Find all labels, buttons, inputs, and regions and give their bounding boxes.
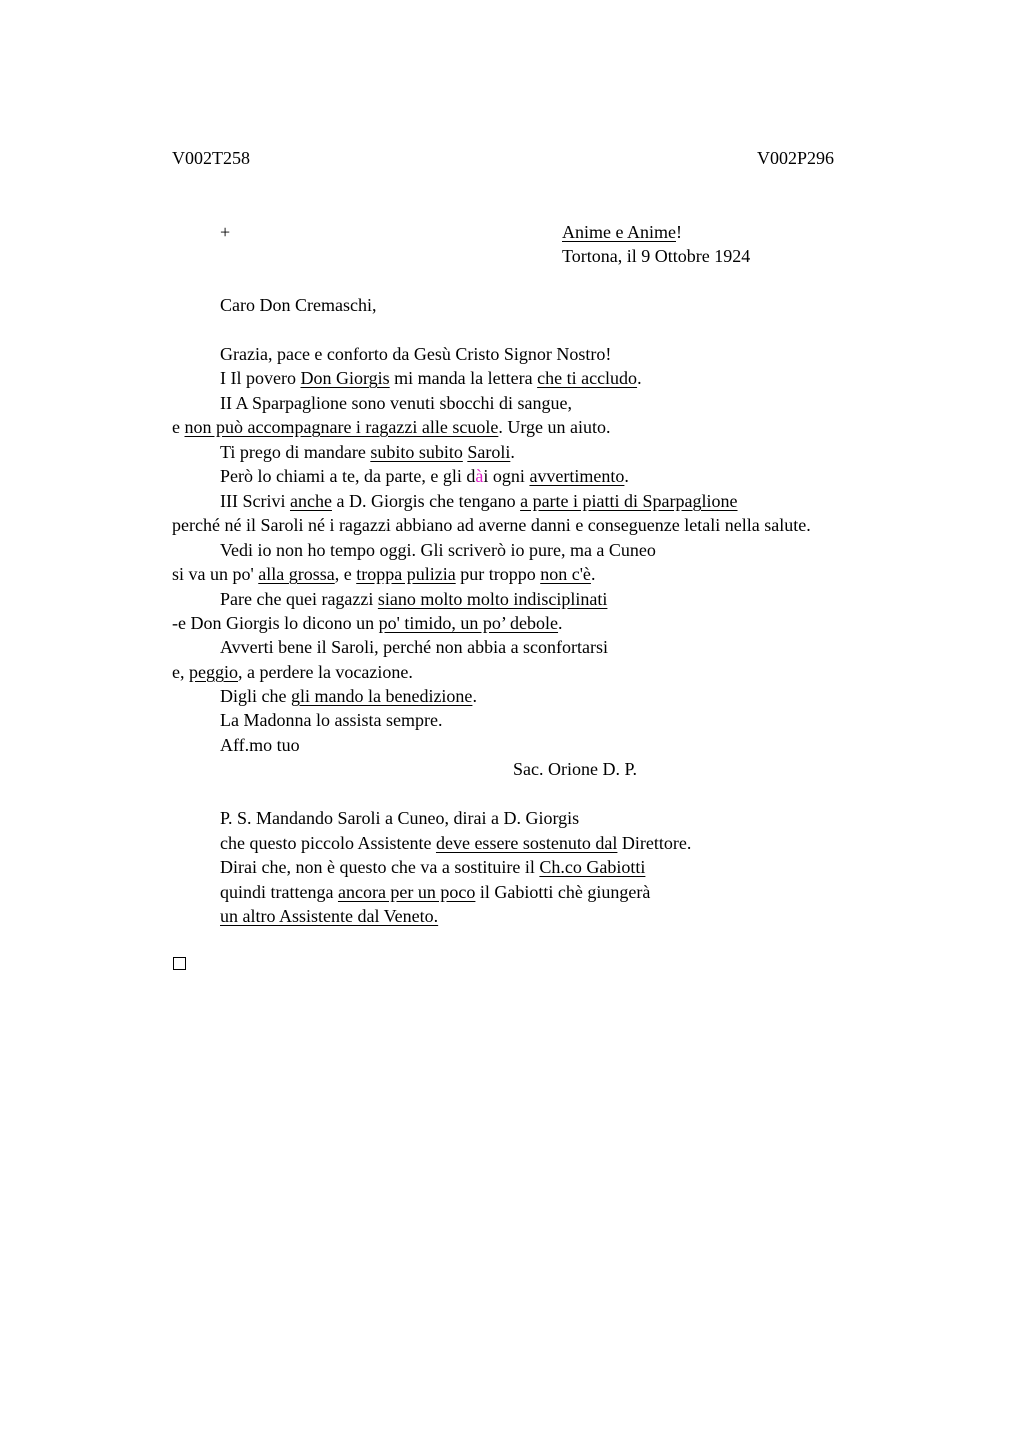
- body-line-13: Avverti bene il Saroli, perché non abbia a sconfortarsi: [220, 637, 609, 657]
- closing: Aff.mo tuo: [220, 735, 300, 755]
- doc-code-right: V002P296: [757, 148, 835, 168]
- signature: Sac. Orione D. P.: [513, 759, 637, 779]
- end-square-icon: [173, 957, 186, 970]
- doc-code-left: V002T258: [172, 148, 250, 168]
- body-line-11: Pare che quei ragazzi siano molto molto indisciplinati: [220, 589, 608, 609]
- body-line-16: La Madonna lo assista sempre.: [220, 710, 443, 730]
- body-line-9: Vedi io non ho tempo oggi. Gli scriverò io pure, ma a Cuneo: [220, 540, 656, 560]
- body-line-12: -e Don Giorgis lo dicono un po' timido, un po’ debole.: [172, 613, 563, 633]
- postscript-line-1: P. S. Mandando Saroli a Cuneo, dirai a D. Giorgis: [220, 808, 580, 828]
- body-line-14: e, peggio, a perdere la vocazione.: [172, 662, 413, 682]
- postscript-line-3: Dirai che, non è questo che va a sostituire il Ch.co Gabiotti: [220, 857, 646, 877]
- body-line-4: e non può accompagnare i ragazzi alle scuole. Urge un aiuto.: [172, 417, 611, 437]
- body-line-2: I Il povero Don Giorgis mi manda la lettera che ti accludo.: [220, 368, 642, 388]
- body-line-5: Ti prego di mandare subito subito Saroli.: [220, 442, 515, 462]
- body-line-8: perché né il Saroli né i ragazzi abbiano ad averne danni e conseguenze letali nella salute.: [172, 515, 811, 535]
- place-date: Tortona, il 9 Ottobre 1924: [562, 246, 751, 266]
- body-line-7: III Scrivi anche a D. Giorgis che tengano a parte i piatti di Sparpaglione: [220, 491, 738, 511]
- postscript-line-2: che questo piccolo Assistente deve essere sostenuto dal Direttore.: [220, 833, 692, 853]
- postscript-line-5: un altro Assistente dal Veneto.: [220, 906, 439, 926]
- postscript-line-4: quindi trattenga ancora per un poco il Gabiotti chè giungerà: [220, 882, 651, 902]
- body-line-1: Grazia, pace e conforto da Gesù Cristo Signor Nostro!: [220, 344, 612, 364]
- salutation: Caro Don Cremaschi,: [220, 295, 377, 315]
- motto: Anime e Anime!: [562, 222, 682, 242]
- body-line-6: Però lo chiami a te, da parte, e gli dài ogni avvertimento.: [220, 466, 629, 486]
- cross-mark: +: [220, 222, 231, 242]
- body-line-15: Digli che gli mando la benedizione.: [220, 686, 477, 706]
- body-line-10: si va un po' alla grossa, e troppa pulizia pur troppo non c'è.: [172, 564, 596, 584]
- body-line-3: II A Sparpaglione sono venuti sbocchi di sangue,: [220, 393, 572, 413]
